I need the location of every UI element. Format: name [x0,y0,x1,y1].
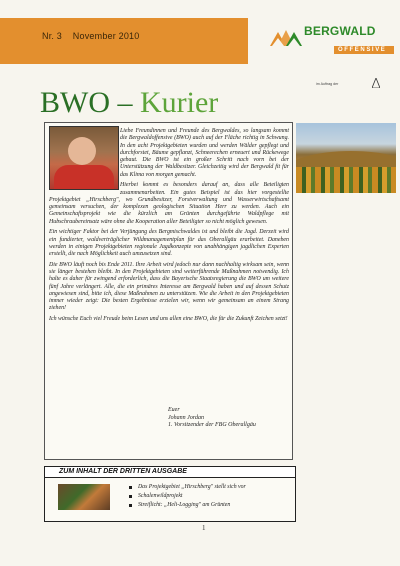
signature-greeting: Euer [168,407,180,413]
paragraph: Liebe Freundinnen und Freunde des Bergwaldes, so langsam kommt die Bergwaldoffensive (BWO) auch auf der Fläche richtig in Schwung. In den acht Projektgebieten wurden und werden Wälder gepflegt und durchforstet, Bäume gepflanzt, Schneerechen erneuert und Rückewege gebaut. Die BWO ist ein großer Schritt nach vorn bei der Unterstützung der Waldbesitzer. Gleichzeitig wird der Bergwald fit für das Klima von morgen gemacht. [120,128,289,178]
contents-header [45,467,295,478]
bergwald-logo [248,18,400,64]
contents-photo [58,484,110,510]
header-band [0,18,400,64]
contents-box [44,466,296,522]
page-title [40,86,218,120]
logo-subtitle: OFFENSIVE [338,47,387,53]
paragraph: Hierbei kommt es besonders darauf an, dass alle Beteiligten zusammenarbeiten. Ein gutes Beispiel ist das hier vorgestellte Projektgebiet „Hirschberg", wo Grundbesitzer, Forstverwaltung und Wasserwirtschaftsamt gemeinsam versuchen, der komplexen geologischen Situation Herr zu werden. Auch ein Gemeinschaftsprojekt wie die kürzlich am Grünten durchgeführte Waldpflege mit Hubschraubereinsatz wäre ohne die Kooperation aller Beteiligter so nicht möglich gewesen. [49,182,289,225]
list-item: Schalenwildprojekt [129,492,246,501]
page-number: 1 [202,524,206,532]
paragraph: Ein wichtiger Faktor bei der Verjüngung des Bergmischwaldes ist und bleibt die Jagd. Derzeit wird ein fundierter, waldverträglicher Wildmanagementplan für das Oberallgäu erarbeitet. Daneben werden in einigen Projektgebieten regionale Jagdkonzepte von unabhängigen jagdlichen Experten erstellt, die nach Möglichkeit auch umzusetzen sind. [49,229,289,258]
signature-block [168,407,256,430]
logo-wordmark: BERGWALD [304,24,376,38]
paragraph: Ich wünsche Euch viel Freude beim Lesen und uns allen eine BWO, die für die Zukunft Zeichen setzt! [49,315,288,322]
signature-name: Johann Jordan [168,414,204,421]
editorial-text [49,128,289,326]
signature-role: 1. Vorsitzender der FBG Oberallgäu [168,422,256,429]
contents-title: ZUM INHALT DER DRITTEN AUSGABE [59,468,187,475]
list-item: Streiflicht: „Heli-Logging" am Grünten [129,501,246,510]
ministry-emblem-icon [372,78,380,88]
logo-orange-strip [334,46,394,54]
landscape-photo [296,123,396,193]
title-dash: – [110,86,140,119]
title-kurier: Kurier [140,86,219,119]
list-item: Das Projektgebiet „Hirschberg" stellt sich vor [129,483,246,492]
contents-list [129,483,246,510]
issue-label: Nr. 3 November 2010 [42,31,140,41]
paragraph: Die BWO läuft noch bis Ende 2011. Ihre Arbeit wird jedoch nur dann nachhaltig wirksam sein, wenn sie länger bestehen bleibt. In den Projektgebieten sind weiterführende Maßnahmen notwendig. Ich halte es daher für zwingend erforderlich, dass die Bayerische Staatsregierung die BWO um weitere fünf Jahre verlängert. Alle, die ein primäres Interesse am Bergwald haben und auf dessen Schutz angewiesen sind, bitte ich, diese Maßnahmen zu unterstützen. Wie die Arbeit in den Projektgebieten immer wieder zeigt: Die besten Ergebnisse erzielen wir, wenn wir gemeinsam an einem Strang ziehen! [49,261,289,312]
header-orange-bar [0,18,248,64]
sponsor-note: im Auftrag der [316,82,339,86]
title-bwo: BWO [40,86,110,119]
